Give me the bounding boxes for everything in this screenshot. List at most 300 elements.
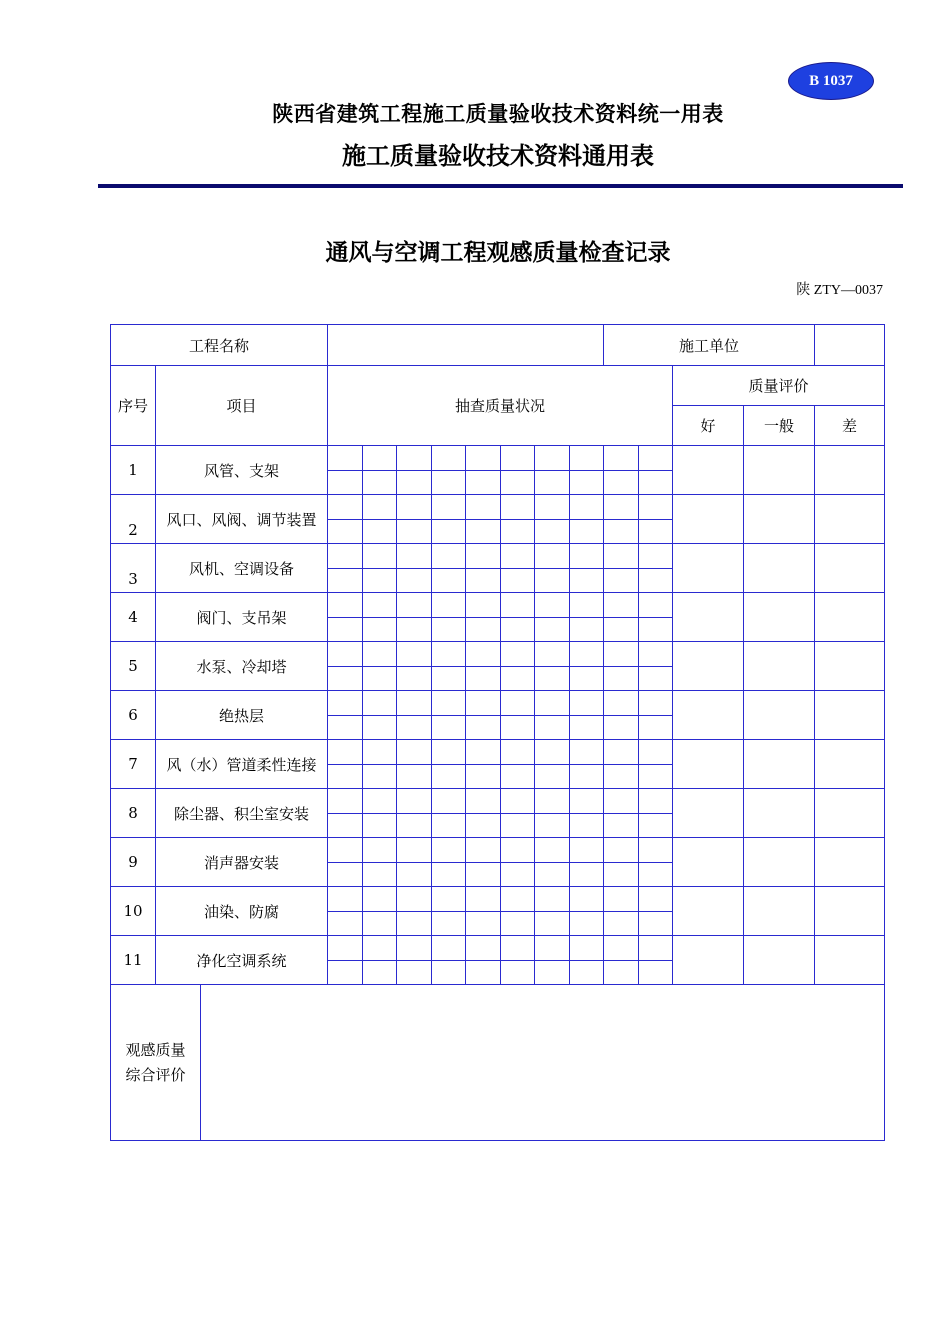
check-cell[interactable]	[535, 936, 570, 961]
check-cell[interactable]	[639, 593, 673, 618]
table-row	[111, 936, 885, 961]
check-cell[interactable]	[363, 789, 397, 814]
check-cell[interactable]	[328, 740, 363, 765]
check-cell[interactable]	[535, 569, 570, 593]
check-cell[interactable]	[570, 936, 604, 961]
row-number: 9	[111, 838, 156, 887]
check-cell[interactable]	[570, 814, 604, 838]
header-province-title: 陕西省建筑工程施工质量验收技术资料统一用表	[272, 101, 724, 126]
eval-good-cell[interactable]	[673, 495, 744, 544]
check-cell[interactable]	[328, 863, 363, 887]
check-cell[interactable]	[466, 716, 501, 740]
eval-normal-cell[interactable]	[744, 593, 815, 642]
col-header-good: 好	[673, 406, 744, 446]
check-cell[interactable]	[328, 593, 363, 618]
check-cell[interactable]	[363, 961, 397, 985]
check-cell[interactable]	[466, 569, 501, 593]
eval-poor-cell[interactable]	[815, 691, 885, 740]
check-cell[interactable]	[466, 912, 501, 936]
table-row	[111, 740, 885, 765]
check-cell[interactable]	[570, 544, 604, 569]
check-cell[interactable]	[570, 495, 604, 520]
row-item-name: 油染、防腐	[156, 887, 328, 936]
check-cell[interactable]	[363, 446, 397, 471]
check-cell[interactable]	[570, 618, 604, 642]
eval-poor-cell[interactable]	[815, 642, 885, 691]
summary-label	[111, 985, 201, 1141]
check-cell[interactable]	[397, 618, 432, 642]
check-cell[interactable]	[363, 520, 397, 544]
summary-row	[111, 985, 885, 1141]
check-cell[interactable]	[604, 446, 639, 471]
check-cell[interactable]	[328, 642, 363, 667]
check-cell[interactable]	[363, 740, 397, 765]
eval-poor-cell[interactable]	[815, 789, 885, 838]
eval-poor-cell[interactable]	[815, 544, 885, 593]
table-row	[111, 642, 885, 667]
check-cell[interactable]	[363, 716, 397, 740]
check-cell[interactable]	[432, 520, 466, 544]
row-item-name: 风机、空调设备	[156, 544, 328, 593]
check-cell[interactable]	[466, 642, 501, 667]
check-cell[interactable]	[639, 961, 673, 985]
project-name-field[interactable]	[328, 325, 604, 366]
eval-good-cell[interactable]	[673, 936, 744, 985]
check-cell[interactable]	[397, 642, 432, 667]
check-cell[interactable]	[397, 863, 432, 887]
row-number: 4	[111, 593, 156, 642]
check-cell[interactable]	[328, 544, 363, 569]
table-row	[111, 691, 885, 716]
table-row	[111, 446, 885, 471]
check-cell[interactable]	[535, 544, 570, 569]
check-cell[interactable]	[328, 765, 363, 789]
check-cell[interactable]	[501, 495, 535, 520]
table-row	[111, 838, 885, 863]
check-cell[interactable]	[363, 667, 397, 691]
check-cell[interactable]	[432, 912, 466, 936]
check-cell[interactable]	[639, 520, 673, 544]
check-cell[interactable]	[501, 618, 535, 642]
eval-normal-cell[interactable]	[744, 544, 815, 593]
check-cell[interactable]	[639, 936, 673, 961]
check-cell[interactable]	[432, 618, 466, 642]
check-cell[interactable]	[397, 716, 432, 740]
eval-normal-cell[interactable]	[744, 446, 815, 495]
check-cell[interactable]	[501, 765, 535, 789]
check-cell[interactable]	[432, 740, 466, 765]
check-cell[interactable]	[432, 765, 466, 789]
check-cell[interactable]	[466, 544, 501, 569]
check-cell[interactable]	[432, 814, 466, 838]
check-cell[interactable]	[570, 569, 604, 593]
check-cell[interactable]	[501, 569, 535, 593]
col-header-seq: 序号	[111, 366, 156, 446]
check-cell[interactable]	[570, 446, 604, 471]
construction-unit-field[interactable]	[815, 325, 885, 366]
row-item-name: 风管、支架	[156, 446, 328, 495]
check-cell[interactable]	[397, 471, 432, 495]
check-cell[interactable]	[432, 544, 466, 569]
row-item-name: 绝热层	[156, 691, 328, 740]
check-cell[interactable]	[328, 912, 363, 936]
check-cell[interactable]	[466, 593, 501, 618]
check-cell[interactable]	[535, 667, 570, 691]
check-cell[interactable]	[604, 887, 639, 912]
check-cell[interactable]	[363, 642, 397, 667]
check-cell[interactable]	[466, 667, 501, 691]
check-cell[interactable]	[501, 814, 535, 838]
check-cell[interactable]	[501, 471, 535, 495]
document-title: 通风与空调工程观感质量检查记录	[325, 239, 671, 266]
row-item-name: 阀门、支吊架	[156, 593, 328, 642]
check-cell[interactable]	[639, 618, 673, 642]
check-cell[interactable]	[604, 544, 639, 569]
eval-good-cell[interactable]	[673, 887, 744, 936]
check-cell[interactable]	[535, 814, 570, 838]
check-cell[interactable]	[570, 716, 604, 740]
check-cell[interactable]	[639, 814, 673, 838]
eval-normal-cell[interactable]	[744, 936, 815, 985]
table-row	[111, 495, 885, 520]
check-cell[interactable]	[604, 740, 639, 765]
check-cell[interactable]	[570, 691, 604, 716]
eval-good-cell[interactable]	[673, 740, 744, 789]
check-cell[interactable]	[604, 961, 639, 985]
check-cell[interactable]	[328, 618, 363, 642]
row-number: 5	[111, 642, 156, 691]
col-header-poor: 差	[815, 406, 885, 446]
check-cell[interactable]	[328, 716, 363, 740]
check-cell[interactable]	[604, 765, 639, 789]
check-cell[interactable]	[604, 495, 639, 520]
eval-good-cell[interactable]	[673, 642, 744, 691]
check-cell[interactable]	[639, 740, 673, 765]
check-cell[interactable]	[570, 765, 604, 789]
check-cell[interactable]	[397, 765, 432, 789]
check-cell[interactable]	[432, 863, 466, 887]
check-cell[interactable]	[328, 961, 363, 985]
check-cell[interactable]	[535, 789, 570, 814]
row-item-name: 除尘器、积尘室安装	[156, 789, 328, 838]
check-cell[interactable]	[328, 520, 363, 544]
check-cell[interactable]	[604, 789, 639, 814]
check-cell[interactable]	[363, 912, 397, 936]
check-cell[interactable]	[570, 961, 604, 985]
check-cell[interactable]	[501, 446, 535, 471]
construction-unit-label: 施工单位	[604, 325, 815, 366]
check-cell[interactable]	[501, 961, 535, 985]
check-cell[interactable]	[397, 495, 432, 520]
check-cell[interactable]	[328, 936, 363, 961]
check-cell[interactable]	[604, 716, 639, 740]
check-cell[interactable]	[466, 765, 501, 789]
check-cell[interactable]	[570, 740, 604, 765]
check-cell[interactable]	[432, 936, 466, 961]
header-general-form-title: 施工质量验收技术资料通用表	[342, 141, 654, 170]
eval-poor-cell[interactable]	[815, 887, 885, 936]
summary-evaluation-field[interactable]	[201, 985, 885, 1141]
table-row	[111, 887, 885, 912]
check-cell[interactable]	[328, 667, 363, 691]
eval-normal-cell[interactable]	[744, 740, 815, 789]
check-cell[interactable]	[328, 789, 363, 814]
check-cell[interactable]	[328, 838, 363, 863]
check-cell[interactable]	[397, 838, 432, 863]
check-cell[interactable]	[639, 471, 673, 495]
check-cell[interactable]	[363, 691, 397, 716]
table-row	[111, 544, 885, 569]
check-cell[interactable]	[501, 593, 535, 618]
check-cell[interactable]	[466, 814, 501, 838]
check-cell[interactable]	[570, 838, 604, 863]
eval-good-cell[interactable]	[673, 838, 744, 887]
check-cell[interactable]	[570, 593, 604, 618]
check-cell[interactable]	[466, 520, 501, 544]
check-cell[interactable]	[397, 446, 432, 471]
check-cell[interactable]	[466, 863, 501, 887]
summary-label-line1: 观感质量	[125, 1040, 186, 1059]
check-cell[interactable]	[397, 740, 432, 765]
check-cell[interactable]	[501, 667, 535, 691]
check-cell[interactable]	[604, 912, 639, 936]
check-cell[interactable]	[432, 446, 466, 471]
col-header-eval: 质量评价	[673, 366, 885, 406]
eval-good-cell[interactable]	[673, 691, 744, 740]
check-cell[interactable]	[604, 667, 639, 691]
row-item-name: 消声器安装	[156, 838, 328, 887]
check-cell[interactable]	[432, 838, 466, 863]
check-cell[interactable]	[570, 667, 604, 691]
check-cell[interactable]	[397, 936, 432, 961]
eval-poor-cell[interactable]	[815, 446, 885, 495]
check-cell[interactable]	[466, 618, 501, 642]
check-cell[interactable]	[639, 887, 673, 912]
check-cell[interactable]	[501, 740, 535, 765]
row-number: 3	[111, 544, 156, 593]
eval-poor-cell[interactable]	[815, 593, 885, 642]
check-cell[interactable]	[432, 887, 466, 912]
check-cell[interactable]	[570, 912, 604, 936]
check-cell[interactable]	[639, 789, 673, 814]
check-cell[interactable]	[639, 495, 673, 520]
check-cell[interactable]	[535, 716, 570, 740]
check-cell[interactable]	[535, 520, 570, 544]
check-cell[interactable]	[466, 446, 501, 471]
check-cell[interactable]	[397, 961, 432, 985]
form-code: 陕 ZTY—0037	[796, 283, 883, 298]
check-cell[interactable]	[535, 495, 570, 520]
check-cell[interactable]	[501, 887, 535, 912]
check-cell[interactable]	[639, 642, 673, 667]
check-cell[interactable]	[363, 936, 397, 961]
check-cell[interactable]	[535, 691, 570, 716]
check-cell[interactable]	[535, 593, 570, 618]
check-cell[interactable]	[466, 961, 501, 985]
check-cell[interactable]	[432, 961, 466, 985]
check-cell[interactable]	[363, 544, 397, 569]
eval-good-cell[interactable]	[673, 789, 744, 838]
check-cell[interactable]	[639, 863, 673, 887]
check-cell[interactable]	[466, 471, 501, 495]
check-cell[interactable]	[397, 814, 432, 838]
check-cell[interactable]	[328, 495, 363, 520]
check-cell[interactable]	[570, 642, 604, 667]
eval-good-cell[interactable]	[673, 593, 744, 642]
check-cell[interactable]	[501, 691, 535, 716]
row-number: 6	[111, 691, 156, 740]
row-item-name: 风口、风阀、调节装置	[156, 495, 328, 544]
check-cell[interactable]	[535, 471, 570, 495]
check-cell[interactable]	[501, 716, 535, 740]
check-cell[interactable]	[432, 593, 466, 618]
check-cell[interactable]	[328, 814, 363, 838]
check-cell[interactable]	[328, 887, 363, 912]
check-cell[interactable]	[363, 814, 397, 838]
check-cell[interactable]	[363, 887, 397, 912]
check-cell[interactable]	[363, 569, 397, 593]
check-cell[interactable]	[501, 544, 535, 569]
check-cell[interactable]	[501, 838, 535, 863]
eval-poor-cell[interactable]	[815, 495, 885, 544]
check-cell[interactable]	[570, 520, 604, 544]
check-cell[interactable]	[501, 642, 535, 667]
check-cell[interactable]	[466, 887, 501, 912]
check-cell[interactable]	[535, 887, 570, 912]
check-cell[interactable]	[432, 569, 466, 593]
row-number: 2	[111, 495, 156, 544]
check-cell[interactable]	[397, 789, 432, 814]
check-cell[interactable]	[363, 471, 397, 495]
check-cell[interactable]	[535, 863, 570, 887]
check-cell[interactable]	[432, 495, 466, 520]
check-cell[interactable]	[604, 593, 639, 618]
check-cell[interactable]	[501, 789, 535, 814]
check-cell[interactable]	[432, 667, 466, 691]
check-cell[interactable]	[397, 544, 432, 569]
check-cell[interactable]	[535, 961, 570, 985]
check-cell[interactable]	[501, 936, 535, 961]
check-cell[interactable]	[639, 691, 673, 716]
check-cell[interactable]	[639, 912, 673, 936]
eval-normal-cell[interactable]	[744, 838, 815, 887]
check-cell[interactable]	[363, 593, 397, 618]
check-cell[interactable]	[397, 667, 432, 691]
check-cell[interactable]	[501, 912, 535, 936]
check-cell[interactable]	[639, 716, 673, 740]
check-cell[interactable]	[535, 912, 570, 936]
eval-normal-cell[interactable]	[744, 642, 815, 691]
check-cell[interactable]	[432, 642, 466, 667]
check-cell[interactable]	[570, 863, 604, 887]
check-cell[interactable]	[604, 936, 639, 961]
check-cell[interactable]	[570, 887, 604, 912]
check-cell[interactable]	[466, 691, 501, 716]
row-number: 10	[111, 887, 156, 936]
row-number: 7	[111, 740, 156, 789]
form-number-badge: B 1037	[788, 62, 874, 100]
check-cell[interactable]	[639, 765, 673, 789]
eval-normal-cell[interactable]	[744, 789, 815, 838]
check-cell[interactable]	[501, 520, 535, 544]
check-cell[interactable]	[501, 863, 535, 887]
check-cell[interactable]	[397, 912, 432, 936]
check-cell[interactable]	[328, 569, 363, 593]
check-cell[interactable]	[432, 789, 466, 814]
check-cell[interactable]	[397, 887, 432, 912]
check-cell[interactable]	[363, 863, 397, 887]
check-cell[interactable]	[570, 789, 604, 814]
check-cell[interactable]	[432, 471, 466, 495]
check-cell[interactable]	[466, 495, 501, 520]
check-cell[interactable]	[639, 838, 673, 863]
check-cell[interactable]	[466, 740, 501, 765]
check-cell[interactable]	[432, 691, 466, 716]
check-cell[interactable]	[363, 618, 397, 642]
eval-normal-cell[interactable]	[744, 887, 815, 936]
check-cell[interactable]	[397, 520, 432, 544]
eval-poor-cell[interactable]	[815, 740, 885, 789]
eval-normal-cell[interactable]	[744, 495, 815, 544]
check-cell[interactable]	[604, 642, 639, 667]
check-cell[interactable]	[639, 667, 673, 691]
check-cell[interactable]	[639, 569, 673, 593]
row-number: 8	[111, 789, 156, 838]
check-cell[interactable]	[535, 838, 570, 863]
check-cell[interactable]	[535, 740, 570, 765]
check-cell[interactable]	[535, 618, 570, 642]
check-cell[interactable]	[397, 569, 432, 593]
check-cell[interactable]	[570, 471, 604, 495]
check-cell[interactable]	[604, 618, 639, 642]
check-cell[interactable]	[604, 471, 639, 495]
check-cell[interactable]	[466, 838, 501, 863]
check-cell[interactable]	[466, 789, 501, 814]
check-cell[interactable]	[328, 446, 363, 471]
check-cell[interactable]	[328, 471, 363, 495]
col-header-normal: 一般	[744, 406, 815, 446]
eval-good-cell[interactable]	[673, 544, 744, 593]
check-cell[interactable]	[604, 863, 639, 887]
col-header-item: 项目	[156, 366, 328, 446]
check-cell[interactable]	[328, 691, 363, 716]
check-cell[interactable]	[397, 593, 432, 618]
check-cell[interactable]	[535, 765, 570, 789]
table-row	[111, 789, 885, 814]
check-cell[interactable]	[604, 569, 639, 593]
check-cell[interactable]	[535, 446, 570, 471]
check-cell[interactable]	[363, 495, 397, 520]
check-cell[interactable]	[604, 838, 639, 863]
check-cell[interactable]	[604, 691, 639, 716]
eval-normal-cell[interactable]	[744, 691, 815, 740]
check-cell[interactable]	[432, 716, 466, 740]
check-cell[interactable]	[397, 691, 432, 716]
check-cell[interactable]	[466, 936, 501, 961]
check-cell[interactable]	[639, 544, 673, 569]
check-cell[interactable]	[639, 446, 673, 471]
check-cell[interactable]	[363, 838, 397, 863]
eval-poor-cell[interactable]	[815, 838, 885, 887]
check-cell[interactable]	[604, 520, 639, 544]
check-cell[interactable]	[604, 814, 639, 838]
row-item-name: 净化空调系统	[156, 936, 328, 985]
check-cell[interactable]	[363, 765, 397, 789]
eval-poor-cell[interactable]	[815, 936, 885, 985]
check-cell[interactable]	[535, 642, 570, 667]
col-header-check: 抽查质量状况	[328, 366, 673, 446]
eval-good-cell[interactable]	[673, 446, 744, 495]
